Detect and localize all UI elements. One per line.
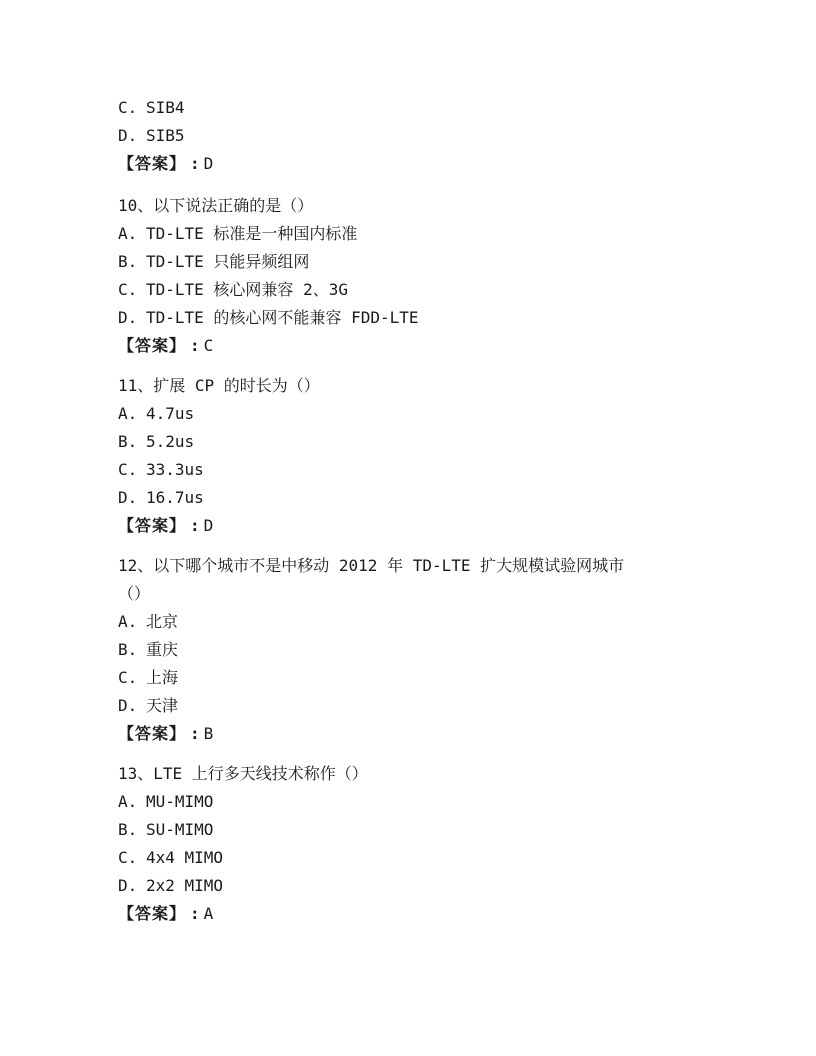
answer-line xyxy=(118,154,718,174)
answer-label: 【答案】 xyxy=(118,336,187,355)
answer-label: 【答案】 xyxy=(118,904,187,923)
answer-separator: : xyxy=(190,724,200,743)
option-letter: B. xyxy=(118,640,138,659)
option-text: 4.7us xyxy=(146,404,195,423)
option-text: MU-MIMO xyxy=(146,792,214,811)
answer-value: D xyxy=(203,516,214,535)
option-c xyxy=(118,848,718,868)
option-b xyxy=(118,820,718,840)
answer-separator: : xyxy=(190,904,200,923)
answer-label: 【答案】 xyxy=(118,724,187,743)
option-a xyxy=(118,612,718,632)
answer-label: 【答案】 xyxy=(118,154,187,173)
option-d xyxy=(118,308,718,328)
option-text: SIB4 xyxy=(146,98,185,117)
option-text: 33.3us xyxy=(146,460,204,479)
answer-line xyxy=(118,516,718,536)
option-c xyxy=(118,98,718,118)
option-text: 16.7us xyxy=(146,488,204,507)
option-text: 4x4 MIMO xyxy=(146,848,224,867)
option-text: 北京 xyxy=(146,612,179,631)
option-letter: C. xyxy=(118,98,138,117)
option-text: 天津 xyxy=(146,696,179,715)
question-stem: 12、以下哪个城市不是中移动 2012 年 TD-LTE 扩大规模试验网城市 xyxy=(118,556,625,575)
option-letter: B. xyxy=(118,432,138,451)
option-b xyxy=(118,252,718,272)
option-text: TD-LTE 的核心网不能兼容 FDD-LTE xyxy=(146,308,419,327)
option-d xyxy=(118,488,718,508)
question-stem: 11、扩展 CP 的时长为（） xyxy=(118,376,320,395)
option-letter: A. xyxy=(118,404,138,423)
option-d xyxy=(118,696,718,716)
option-c xyxy=(118,280,718,300)
option-text: 上海 xyxy=(146,668,179,687)
option-c xyxy=(118,668,718,688)
answer-value: A xyxy=(203,904,214,923)
question-stem: 10、以下说法正确的是（） xyxy=(118,196,314,215)
answer-value: D xyxy=(203,154,214,173)
option-a xyxy=(118,224,718,244)
option-c xyxy=(118,460,718,480)
answer-line xyxy=(118,724,718,744)
option-letter: D. xyxy=(118,308,138,327)
answer-line xyxy=(118,904,718,924)
option-letter: C. xyxy=(118,460,138,479)
option-text: 5.2us xyxy=(146,432,195,451)
option-letter: B. xyxy=(118,820,138,839)
option-letter: A. xyxy=(118,792,138,811)
answer-separator: : xyxy=(190,336,200,355)
option-letter: C. xyxy=(118,280,138,299)
option-text: SU-MIMO xyxy=(146,820,214,839)
option-letter: B. xyxy=(118,252,138,271)
option-a xyxy=(118,792,718,812)
option-letter: D. xyxy=(118,876,138,895)
option-a xyxy=(118,404,718,424)
option-letter: A. xyxy=(118,224,138,243)
answer-label: 【答案】 xyxy=(118,516,187,535)
answer-value: C xyxy=(203,336,214,355)
option-text: 2x2 MIMO xyxy=(146,876,224,895)
option-letter: D. xyxy=(118,488,138,507)
option-letter: C. xyxy=(118,668,138,687)
option-text: TD-LTE 核心网兼容 2、3G xyxy=(146,280,348,299)
answer-separator: : xyxy=(190,154,200,173)
answer-line xyxy=(118,336,718,356)
question-stem-continued: （） xyxy=(118,584,151,603)
answer-separator: : xyxy=(190,516,200,535)
option-letter: A. xyxy=(118,612,138,631)
question-stem: 13、LTE 上行多天线技术称作（） xyxy=(118,764,368,783)
option-text: TD-LTE 只能异频组网 xyxy=(146,252,310,271)
option-text: 重庆 xyxy=(146,640,179,659)
option-letter: D. xyxy=(118,696,138,715)
option-text: SIB5 xyxy=(146,126,185,145)
option-d xyxy=(118,876,718,896)
option-letter: D. xyxy=(118,126,138,145)
answer-value: B xyxy=(203,724,214,743)
option-text: TD-LTE 标准是一种国内标准 xyxy=(146,224,358,243)
option-letter: C. xyxy=(118,848,138,867)
option-d xyxy=(118,126,718,146)
option-b xyxy=(118,640,718,660)
option-b xyxy=(118,432,718,452)
